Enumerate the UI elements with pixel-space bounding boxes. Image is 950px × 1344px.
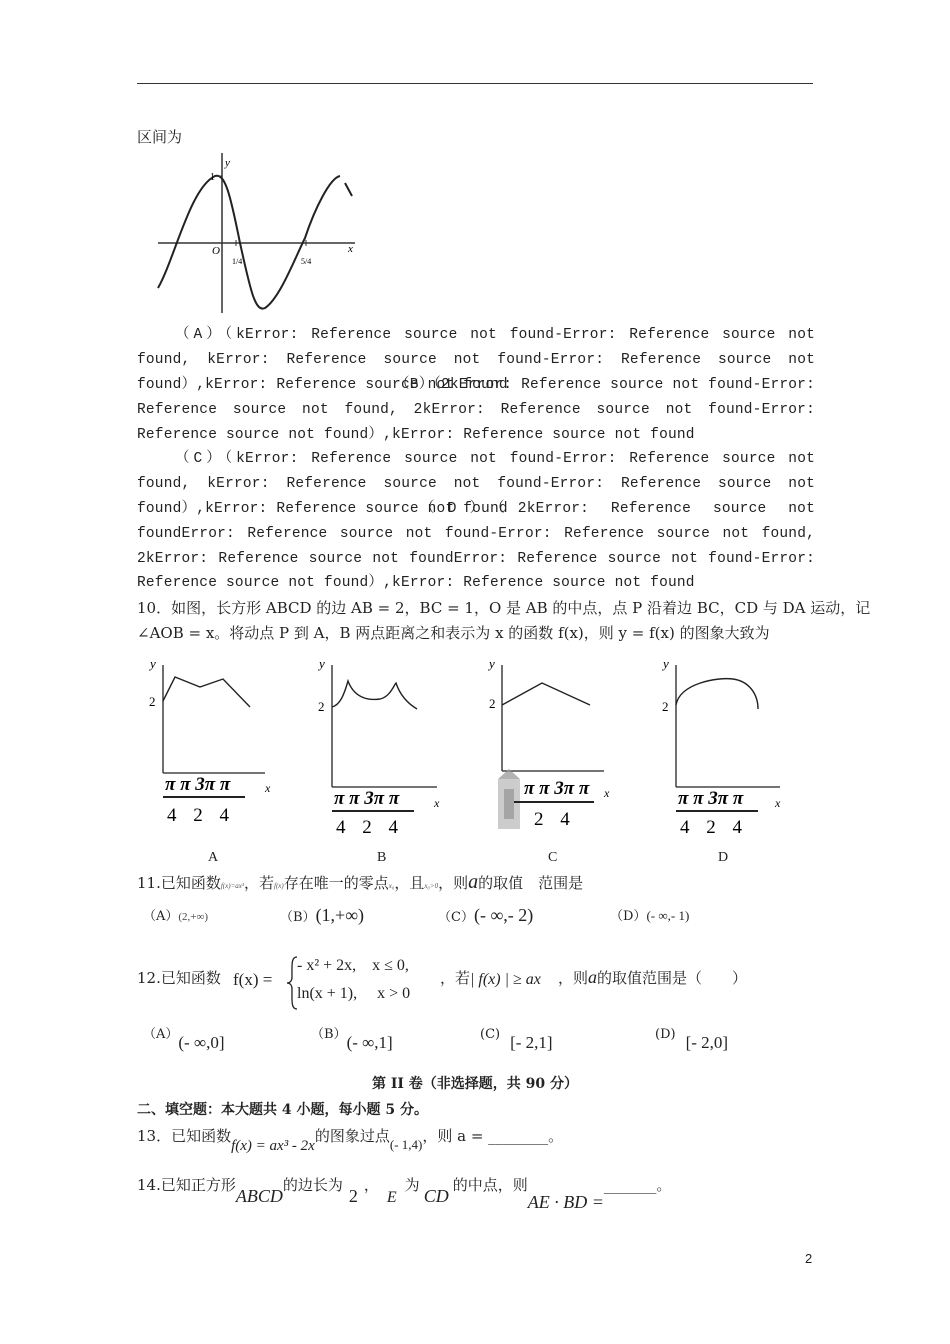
q11-option-a: （A）(2,+∞) bbox=[143, 909, 209, 924]
q9-option-a: （A）（kError: Reference source not found-Error: Reference source not found, kError: Reference source not found-Error: Reference source not found）,kError: Reference source not found bbox=[137, 327, 815, 393]
quarter-label: 1/4 bbox=[232, 257, 243, 266]
q10-graph-a bbox=[145, 655, 285, 830]
svg-text:π π 3π π: π π 3π π bbox=[524, 778, 590, 799]
q12-option-c: (C) [- 2,1] bbox=[480, 1027, 553, 1052]
q10-label-c: C bbox=[548, 850, 558, 865]
graph-c-curve bbox=[502, 683, 590, 705]
svg-text:y: y bbox=[319, 656, 325, 671]
q12-option-a: （A）(- ∞,0] bbox=[143, 1027, 225, 1052]
q10-graph-b bbox=[312, 655, 452, 835]
q10-line2: ∠AOB = x。将动点 P 到 A，B 两点距离之和表示为 x 的函数 f(x)，则 y = f(x) 的图象大致为 bbox=[137, 624, 770, 642]
q12-option-d: (D) [- 2,0] bbox=[655, 1027, 729, 1052]
svg-text:y: y bbox=[663, 656, 669, 671]
sine-curve bbox=[158, 176, 340, 309]
q13: 13．已知函数f(x) = ax³ - 2x的图象过点(- 1,4)，则 a = ________。 bbox=[137, 1127, 564, 1154]
header-rule bbox=[137, 83, 813, 84]
q10-graph-d bbox=[658, 655, 798, 835]
q10-label-a: A bbox=[208, 850, 219, 865]
one-label: 1 bbox=[210, 172, 215, 183]
q9-tail: 区间为 bbox=[137, 128, 183, 146]
graph-b-curve bbox=[332, 681, 417, 709]
q11-option-b: （B）(1,+∞) bbox=[280, 905, 365, 925]
svg-text:2 4: 2 4 bbox=[534, 809, 576, 830]
svg-text:2: 2 bbox=[149, 694, 156, 709]
svg-text:y: y bbox=[150, 656, 156, 671]
svg-text:π π 3π π: π π 3π π bbox=[334, 788, 400, 809]
svg-text:π π 3π π: π π 3π π bbox=[165, 774, 231, 795]
part2-title: 第 II 卷（非选择题，共 90 分） bbox=[371, 1076, 579, 1092]
svg-text:2: 2 bbox=[662, 699, 669, 714]
q12-ineq: | f(x) | ≥ ax bbox=[470, 971, 541, 988]
page-number: 2 bbox=[805, 1251, 813, 1266]
svg-text:2: 2 bbox=[318, 699, 325, 714]
q12-fx: f(x) = bbox=[233, 970, 273, 989]
part2-section: 二、填空题：本大题共 4 小题，每小题 5 分。 bbox=[137, 1102, 428, 1118]
q9-option-d-text: （D）（2kError: Reference source not foundError: Reference source not found-Error: Reference source not found, 2kError: Reference source not foundError: Reference source not found-Error: Reference source not found）,kError: Reference source not found bbox=[137, 501, 815, 592]
svg-text:x: x bbox=[604, 786, 610, 800]
q12-case2: ln(x + 1), x > 0 bbox=[297, 985, 411, 1002]
q12-stem: 12.已知函数 bbox=[137, 969, 221, 987]
svg-text:π π 3π π: π π 3π π bbox=[678, 788, 744, 809]
q12-case1: - x² + 2x, x ≤ 0, bbox=[297, 957, 409, 974]
five-quarter-label: 5/4 bbox=[301, 257, 312, 266]
q10-label-b: B bbox=[377, 850, 387, 865]
q10-graph-c bbox=[484, 655, 624, 835]
q9-sine-graph bbox=[150, 148, 365, 318]
svg-text:2: 2 bbox=[489, 696, 496, 711]
svg-text:x: x bbox=[434, 796, 440, 810]
svg-text:4 2 4: 4 2 4 bbox=[167, 805, 235, 826]
graph-a-curve bbox=[163, 677, 250, 707]
x-label: x bbox=[348, 243, 353, 255]
svg-text:y: y bbox=[489, 656, 495, 671]
q10-line1: 10．如图，长方形 ABCD 的边 AB = 2，BC = 1，O 是 AB 的中点，点 P 沿着边 BC，CD 与 DA 运动，记 bbox=[137, 599, 871, 617]
svg-text:4 2 4: 4 2 4 bbox=[680, 817, 748, 835]
q9-option-c: （C）（kError: Reference source not found-Error: Reference source not found, kError: Reference source not found-Error: Reference source not found）,kError: Reference source not found bbox=[137, 451, 815, 517]
svg-text:x: x bbox=[265, 781, 271, 795]
q11-stem: 11.已知函数f(x)=ax³，若f(x)存在唯一的零点x₀，且x₀>0，则a的取值 范围是 bbox=[137, 871, 584, 893]
graph-c-decoration bbox=[498, 769, 520, 829]
svg-text:x: x bbox=[775, 796, 781, 810]
origin-label: O bbox=[212, 245, 220, 257]
q14: 14.已知正方形ABCD的边长为2，E为CD的中点，则AE · BD =_______。 bbox=[137, 1176, 672, 1212]
q9-option-b-text: （B）（2kError: Reference source not found-Error: Reference source not found, 2kError: Reference source not found-Error: Reference source not found）,kError: Reference source not found bbox=[137, 377, 815, 443]
q12-tail: ，则a的取值范围是（ ） bbox=[558, 967, 748, 987]
q12-mid: ，若 bbox=[440, 969, 471, 987]
graph-d-curve bbox=[676, 679, 758, 709]
q12-option-b: （B）(- ∞,1] bbox=[311, 1027, 393, 1052]
q10-label-d: D bbox=[718, 850, 729, 865]
q11-option-d: （D）(- ∞,- 1) bbox=[610, 908, 690, 924]
svg-text:4 2 4: 4 2 4 bbox=[336, 817, 404, 835]
y-label: y bbox=[225, 157, 230, 169]
q11-option-c: （C）(- ∞,- 2) bbox=[438, 905, 534, 925]
